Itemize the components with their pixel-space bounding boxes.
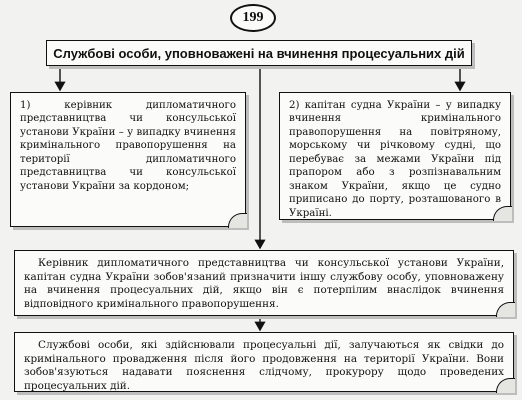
bottom-rule-text: Службові особи, які здійснювали процесуальні дії, залучаються як свідки до кримінального провадження після його продовження на території України. Вони зобов'язуються надавати пояснення слідчому, прокурору щодо проведених процесуальних дій. — [24, 339, 504, 393]
middle-rule-text: Керівник дипломатичного представництва чи консульської установи України, капітан судна України зобов'язаний призначити іншу службову особу, уповноважену на вчинення процесуальних дій, якщо він є потерпілим внаслідок вчинення відповідного кримінального правопорушення. — [24, 257, 504, 311]
bottom-rule-box — [14, 332, 514, 392]
left-category-text: 1) керівник дипломатичного представництва чи консульської установи України – у випадку вчинення кримінального правопорушення на території дипломатичного представництва чи консульської установи України за кордоном; — [20, 100, 236, 192]
diagram-title: Службові особи, уповноважені на вчинення процесуальних дій — [53, 45, 465, 61]
right-category-text: 2) капітан судна України – у випадку вчинення кримінального правопорушення на повітряному, морському чи річковому судні, що перебуває за межами України під прапором або з розпізнавальним знаком України, якщо це судно приписано до порту, розташованого в Україні. — [289, 100, 501, 219]
page-curl-decoration — [228, 213, 247, 228]
middle-rule-box — [14, 250, 514, 316]
left-category-box — [10, 92, 246, 227]
diagram-title-box — [46, 40, 472, 66]
right-category-box — [279, 92, 511, 220]
page-number-badge: 199 — [230, 4, 276, 32]
